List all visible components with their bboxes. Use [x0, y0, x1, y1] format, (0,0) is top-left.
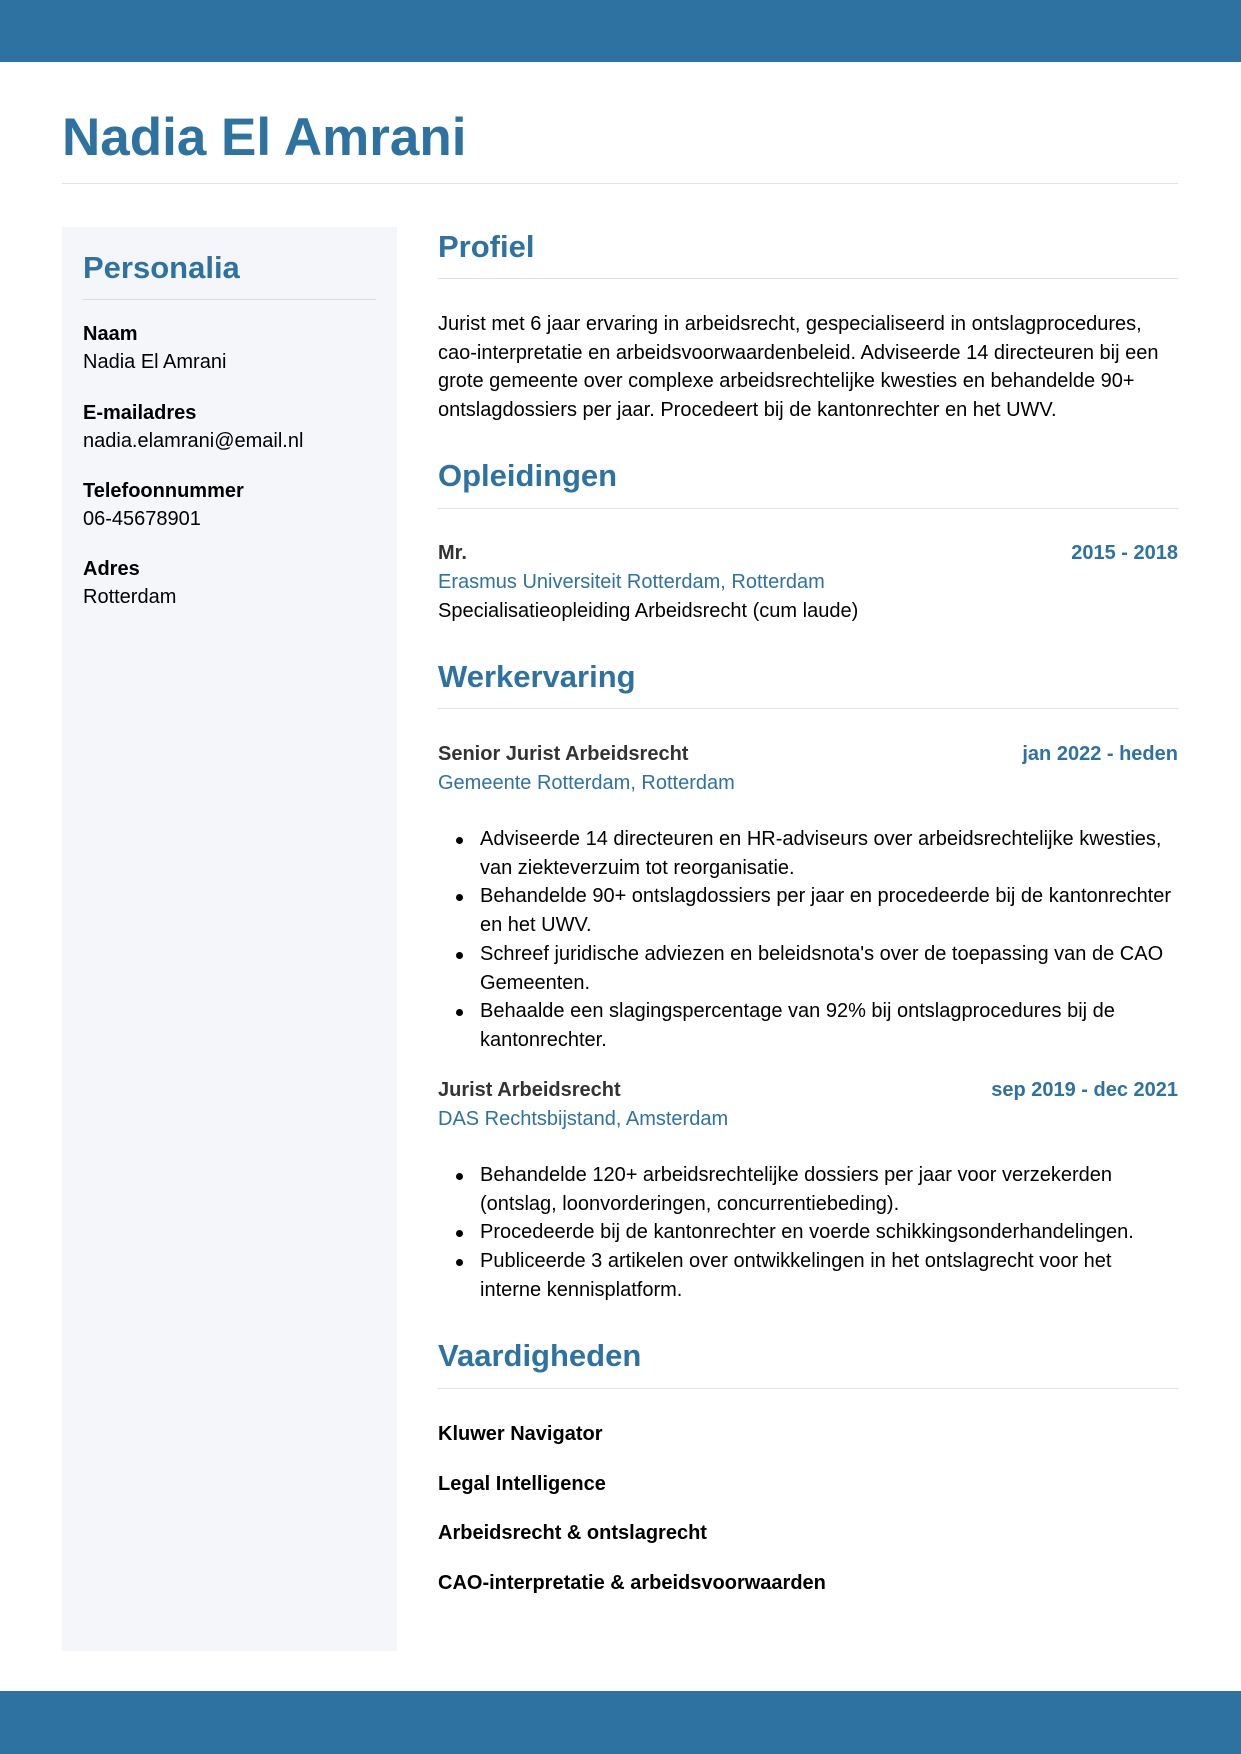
job-dates: sep 2019 - dec 2021 — [991, 1079, 1178, 1101]
sidebar-heading: Personalia — [83, 250, 240, 285]
job-title: Jurist Arbeidsrecht — [438, 1079, 621, 1101]
job-bullets — [438, 825, 1178, 1055]
field-label: Adres — [83, 558, 140, 580]
experience-divider — [438, 708, 1178, 709]
field-email — [83, 399, 303, 455]
personalia-sidebar — [62, 227, 397, 1651]
list-item — [438, 1161, 1178, 1218]
bullet-text: Behaalde een slagingspercentage van 92% bij ontslagprocedures bij de kantonrechter. — [480, 1000, 1115, 1051]
field-phone — [83, 477, 244, 533]
bullet-text: Procedeerde bij de kantonrechter en voerde schikkingsonderhandelingen. — [480, 1221, 1134, 1244]
bullet-icon — [456, 1259, 463, 1266]
field-value: nadia.elamrani@email.nl — [83, 430, 304, 452]
bullet-icon — [456, 952, 463, 959]
field-label: Telefoonnummer — [83, 480, 244, 502]
education-institution: Erasmus Universiteit Rotterdam, Rotterdam — [438, 571, 825, 593]
field-label: E-mailadres — [83, 402, 197, 424]
job-employer: Gemeente Rotterdam, Rotterdam — [438, 772, 735, 794]
experience-heading: Werkervaring — [438, 659, 636, 694]
list-item — [438, 1218, 1178, 1247]
profile-divider — [438, 278, 1178, 279]
field-address — [83, 555, 176, 611]
list-item — [438, 825, 1178, 882]
profile-text: Jurist met 6 jaar ervaring in arbeidsrecht, gespecialiseerd in ontslagprocedures, cao-interpretatie en arbeidsvoorwaardenbeleid. Adviseerde 14 directeuren bij een grote gemeente over complexe arbeidsrechtelijke kwesties en behandelde 90+ ontslagdossiers per jaar. Procedeert bij de kantonrechter en het UWV. — [438, 313, 1159, 422]
skill-item: Arbeidsrecht & ontslagrecht — [438, 1522, 707, 1544]
education-description: Specialisatieopleiding Arbeidsrecht (cum laude) — [438, 600, 859, 622]
education-divider — [438, 508, 1178, 509]
bullet-icon — [456, 1173, 463, 1180]
field-value: Nadia El Amrani — [83, 351, 227, 373]
job-bullets — [438, 1161, 1178, 1305]
list-item — [438, 997, 1178, 1054]
list-item — [438, 882, 1178, 939]
education-heading: Opleidingen — [438, 458, 618, 493]
education-dates: 2015 - 2018 — [1071, 542, 1178, 564]
bullet-text: Behandelde 120+ arbeidsrechtelijke dossiers per jaar voor verzekerden (ontslag, loonvorderingen, concurrentiebeding). — [480, 1164, 1113, 1215]
bullet-icon — [456, 1230, 463, 1237]
skills-heading: Vaardigheden — [438, 1338, 642, 1373]
list-item — [438, 940, 1178, 997]
bullet-icon — [456, 837, 463, 844]
sidebar-divider — [83, 299, 376, 300]
job-title: Senior Jurist Arbeidsrecht — [438, 743, 689, 765]
profile-heading: Profiel — [438, 229, 535, 264]
skill-item: Legal Intelligence — [438, 1473, 606, 1495]
bullet-text: Behandelde 90+ ontslagdossiers per jaar en procedeerde bij de kantonrechter en het UWV. — [480, 885, 1172, 937]
job-employer: DAS Rechtsbijstand, Amsterdam — [438, 1108, 729, 1130]
skills-divider — [438, 1388, 1178, 1389]
field-value: 06-45678901 — [83, 508, 201, 530]
field-naam — [83, 320, 226, 376]
bullet-text: Schreef juridische adviezen en beleidsnota's over de toepassing van de CAO Gemeenten. — [480, 942, 1164, 994]
skill-item: Kluwer Navigator — [438, 1423, 603, 1445]
job-dates: jan 2022 - heden — [1022, 743, 1178, 765]
bullet-icon — [456, 1009, 463, 1016]
top-banner — [0, 0, 1241, 62]
page-title: Nadia El Amrani — [62, 108, 467, 167]
field-value: Rotterdam — [83, 586, 177, 608]
bottom-banner — [0, 1691, 1241, 1754]
bullet-text: Publiceerde 3 artikelen over ontwikkelingen in het ontslagrecht voor het interne kennisplatform. — [480, 1250, 1112, 1301]
degree-title: Mr. — [438, 542, 467, 564]
skill-item: CAO-interpretatie & arbeidsvoorwaarden — [438, 1572, 826, 1594]
list-item — [438, 1247, 1178, 1304]
bullet-text: Adviseerde 14 directeuren en HR-adviseurs over arbeidsrechtelijke kwesties, van ziekteverzuim tot reorganisatie. — [480, 828, 1162, 879]
field-label: Naam — [83, 323, 138, 345]
bullet-icon — [456, 894, 463, 901]
title-divider — [62, 183, 1178, 184]
